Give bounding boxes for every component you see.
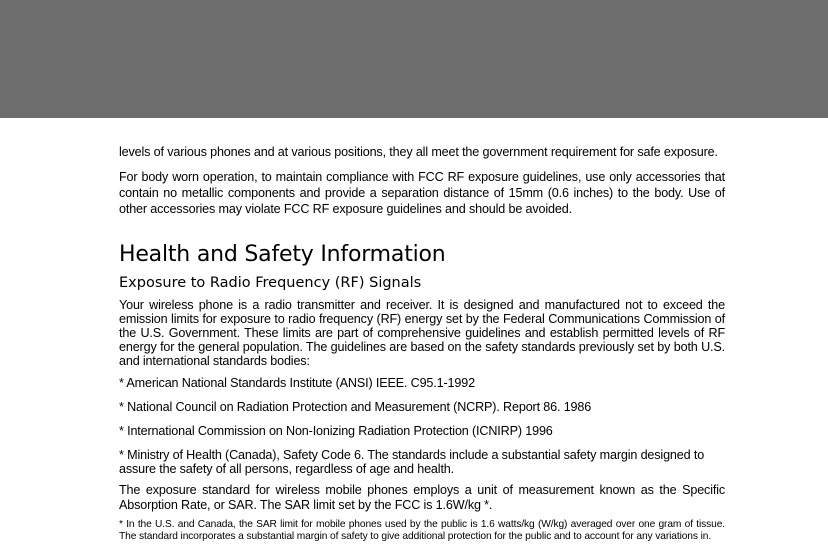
bullet-item-ansi: * American National Standards Institute (ANSI) IEEE. C95.1-1992 <box>119 376 475 390</box>
bullet-item-ncrp: * National Council on Radiation Protection and Measurement (NCRP). Report 86. 1986 <box>119 400 592 414</box>
header-band <box>0 0 828 118</box>
sar-footnote: * In the U.S. and Canada, the SAR limit for mobile phones used by the public is 1.6 watts/kg (W/kg) averaged over one gram of tissue. The standard incorporates a substantial margin of safety to give additional protection for the public and to account for any variations in. <box>119 519 725 542</box>
exposure-standard-paragraph: The exposure standard for wireless mobile phones employs a unit of measurement known as the Specific Absorption Rate, or SAR. The SAR limit set by the FCC is 1.6W/kg *. <box>119 483 725 512</box>
intro-paragraph-2: For body worn operation, to maintain compliance with FCC RF exposure guidelines, use only accessories that contain no metallic components and provide a separation distance of 15mm (0.6 inches) to the body. Use of other accessories may violate FCC RF exposure guidelines and should be avoided. <box>119 170 725 216</box>
intro-paragraph-1: levels of various phones and at various positions, they all meet the government requirement for safe exposure. <box>119 145 718 159</box>
section-title: Health and Safety Information <box>119 242 446 267</box>
bullet-item-health-canada: * Ministry of Health (Canada), Safety Code 6. The standards include a substantial safety margin designed to assure the safety of all persons, regardless of age and health. <box>119 448 705 476</box>
page-content <box>119 144 725 542</box>
section-body: Your wireless phone is a radio transmitter and receiver. It is designed and manufactured not to exceed the emission limits for exposure to radio frequency (RF) energy set by the Federal Communications Commission of the U.S. Government. These limits are part of comprehensive guidelines and establish permitted levels of RF energy for the general population. The guidelines are based on the safety standards previously set by both U.S. and international standards bodies: <box>119 298 725 368</box>
bullet-item-icnirp: * International Commission on Non-Ionizing Radiation Protection (ICNIRP) 1996 <box>119 424 553 438</box>
section-subtitle: Exposure to Radio Frequency (RF) Signals <box>119 275 422 291</box>
